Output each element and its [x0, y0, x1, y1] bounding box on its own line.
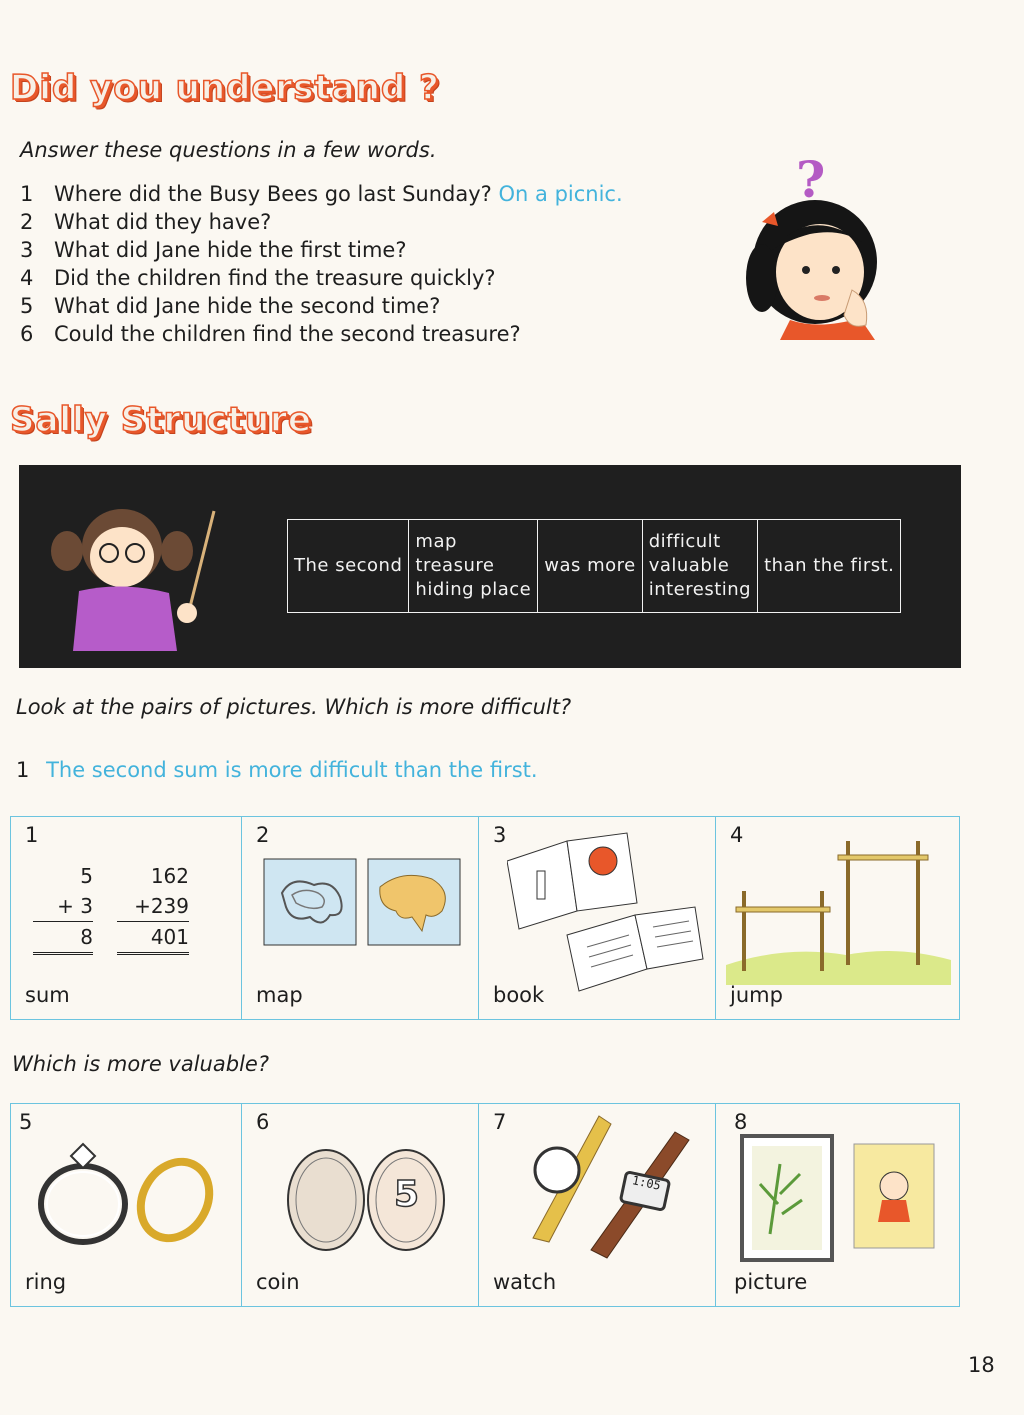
structure-option: hiding place [415, 579, 532, 600]
cell-number: 1 [25, 823, 39, 847]
cell-number: 3 [493, 823, 507, 847]
structure-option: valuable [648, 555, 730, 576]
valuable-picture-grid [10, 1103, 960, 1307]
cell-label: jump [730, 983, 783, 1007]
instruction-valuable: Which is more valuable? [12, 1052, 269, 1076]
sum-result: 401 [117, 921, 189, 955]
page-number: 18 [968, 1353, 995, 1377]
question-mark-icon: ? [796, 150, 826, 209]
thinking-girl-illustration [740, 150, 890, 340]
cell-number: 7 [493, 1110, 507, 1134]
cell-number: 4 [730, 823, 744, 847]
cell-label: ring [25, 1270, 67, 1294]
cell-label: book [493, 983, 545, 1007]
picture-cell-picture [716, 1104, 959, 1306]
watch-digits: 1:05 [630, 1173, 663, 1193]
question-1 [20, 180, 623, 208]
question-5 [20, 292, 623, 320]
sum-operand: 162 [150, 864, 189, 888]
picture-cell-ring [11, 1104, 242, 1306]
question-number: 3 [20, 238, 34, 262]
structure-option: map [415, 531, 457, 552]
cell-label: watch [493, 1270, 557, 1294]
example-number: 1 [16, 758, 30, 782]
section-heading-understand: Did you understand ? [10, 68, 440, 108]
coin-digit: 5 [394, 1174, 420, 1215]
cell-label: map [256, 983, 303, 1007]
picture-cell-watch [479, 1104, 716, 1306]
cell-number: 5 [19, 1110, 33, 1134]
picture-cell-sum [11, 817, 242, 1019]
structure-col-adjective [642, 520, 757, 613]
picture-cell-book [479, 817, 716, 1019]
hard-sum [117, 861, 189, 955]
structure-option: treasure [415, 555, 495, 576]
sum-operand: + 3 [57, 894, 93, 918]
question-number: 5 [20, 294, 34, 318]
structure-option: interesting [648, 579, 752, 600]
question-text: Did the children find the treasure quickly? [54, 266, 496, 290]
pictures-icon [740, 1134, 940, 1264]
structure-col-verb: was more [538, 520, 642, 613]
sum-result: 8 [33, 921, 93, 955]
question-number: 4 [20, 266, 34, 290]
example-answer: The second sum is more difficult than the first. [46, 758, 538, 782]
question-text: What did Jane hide the first time? [54, 238, 407, 262]
question-2 [20, 208, 623, 236]
section-heading-sally-structure: Sally Structure [10, 400, 312, 440]
question-3 [20, 236, 623, 264]
coins-icon [282, 1144, 452, 1254]
question-text: Where did the Busy Bees go last Sunday? [54, 182, 492, 206]
sum-operand: +239 [134, 894, 189, 918]
picture-cell-coin [242, 1104, 479, 1306]
cell-number: 2 [256, 823, 270, 847]
question-answer: On a picnic. [498, 182, 623, 206]
structure-table [287, 519, 901, 613]
picture-cell-jump [716, 817, 959, 1019]
structure-row [288, 520, 901, 613]
cell-label: coin [256, 1270, 300, 1294]
instruction-answer: Answer these questions in a few words. [20, 138, 437, 162]
structure-col-noun [409, 520, 538, 613]
structure-col-subject: The second [288, 520, 409, 613]
example-sentence [16, 758, 538, 782]
question-number: 1 [20, 182, 34, 206]
structure-option: difficult [648, 531, 721, 552]
cell-number: 8 [734, 1110, 748, 1134]
question-list [20, 180, 623, 348]
cell-label: sum [25, 983, 70, 1007]
rings-icon [31, 1134, 231, 1254]
question-4 [20, 264, 623, 292]
question-6 [20, 320, 623, 348]
difficult-picture-grid [10, 816, 960, 1020]
simple-sum [33, 861, 93, 955]
books-icon [507, 831, 707, 1001]
structure-col-comparison: than the first. [758, 520, 901, 613]
high-jump-icon [726, 835, 951, 985]
cell-label: picture [734, 1270, 808, 1294]
teacher-girl-icon [49, 501, 219, 651]
structure-board [19, 465, 961, 668]
question-text: What did Jane hide the second time? [54, 294, 441, 318]
watches-icon [499, 1112, 709, 1262]
picture-cell-map [242, 817, 479, 1019]
map-icon [262, 857, 462, 949]
sum-operand: 5 [80, 864, 93, 888]
question-text: Could the children find the second treasure? [54, 322, 521, 346]
question-text: What did they have? [54, 210, 272, 234]
question-number: 6 [20, 322, 34, 346]
question-number: 2 [20, 210, 34, 234]
instruction-difficult: Look at the pairs of pictures. Which is more difficult? [16, 695, 572, 719]
cell-number: 6 [256, 1110, 270, 1134]
